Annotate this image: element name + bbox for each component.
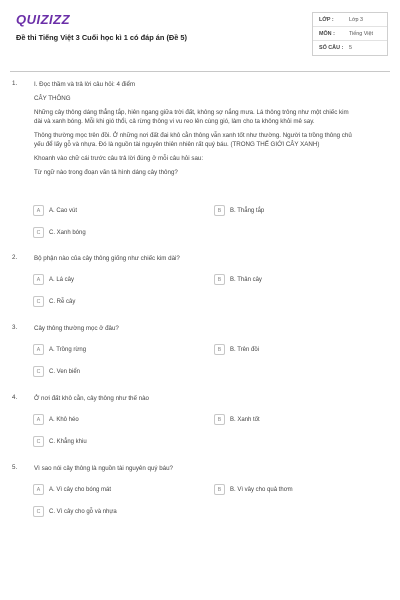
question-number: 3. — [12, 324, 18, 331]
question-5 — [12, 464, 388, 473]
meta-row-class — [313, 13, 387, 27]
passage-heading: CÂY THÔNG — [34, 95, 71, 102]
option-label: C. Vì cây cho gỗ và nhựa — [49, 508, 117, 515]
question-number: 2. — [12, 254, 18, 261]
meta-key: MÔN : — [319, 30, 335, 37]
option-b[interactable] — [214, 273, 262, 286]
question-text: Vì sao nói cây thông là nguồn tài nguyên quý báu? — [34, 465, 173, 472]
option-label: B. Trên đồi — [230, 346, 260, 353]
meta-value: 5 — [349, 45, 352, 51]
option-a[interactable] — [33, 204, 77, 217]
option-b[interactable] — [214, 204, 264, 217]
passage-line: yếu để lấy gỗ và nhựa. Đó là nguồn tài nguyên thiên nhiên rất quý báu. (TRONG THẾ GIỚI CÂY XANH) — [34, 141, 320, 148]
option-label: B. Xanh tốt — [230, 416, 260, 423]
option-letter: B — [214, 484, 225, 495]
option-letter: A — [33, 414, 44, 425]
question-number: 4. — [12, 394, 18, 401]
option-letter: A — [33, 274, 44, 285]
header-divider — [10, 71, 390, 72]
meta-table — [312, 12, 388, 56]
meta-row-count — [313, 41, 387, 55]
option-letter: C — [33, 436, 44, 447]
passage-line: dài và xanh bóng. Mỗi khi gió thổi, cả rừng thông vi vu reo lên cùng gió, làm cho ta không khỏi mê say. — [34, 118, 315, 125]
option-c[interactable] — [33, 365, 80, 378]
option-label: B. Thân cây — [230, 276, 262, 283]
option-label: A. Vì cây cho bóng mát — [49, 486, 112, 493]
meta-value: Lớp 3 — [349, 16, 364, 23]
option-label: C. Khẳng khiu — [49, 438, 87, 445]
option-label: C. Rễ cây — [49, 298, 76, 305]
question-number: 5. — [12, 464, 18, 471]
question-1 — [12, 80, 388, 177]
option-label: B. Thẳng tắp — [230, 207, 265, 214]
option-letter: B — [214, 274, 225, 285]
question-text: Từ ngữ nào trong đoạn văn tả hình dáng cây thông? — [34, 169, 178, 176]
meta-key: SỐ CÂU : — [319, 45, 344, 51]
option-letter: C — [33, 296, 44, 307]
question-number: 1. — [12, 80, 18, 87]
option-label: A. Cao vút — [49, 207, 78, 214]
option-letter: A — [33, 484, 44, 495]
question-text: Ở nơi đất khô cằn, cây thông như thế nào — [34, 395, 149, 402]
meta-row-subject — [313, 27, 387, 41]
quizizz-logo: QUIZIZZ — [16, 12, 71, 27]
option-label: A. Khô héo — [49, 416, 79, 423]
option-b[interactable] — [214, 483, 293, 496]
option-letter: A — [33, 344, 44, 355]
task-text: Khoanh vào chữ cái trước câu trả lời đúng ở mỗi câu hỏi sau: — [34, 155, 204, 162]
option-letter: B — [214, 344, 225, 355]
option-letter: A — [33, 205, 44, 216]
passage-line: Thông thường mọc trên đồi. Ở những nơi đất đai khô cằn thông vẫn xanh tốt như thường. Người ta trồng thông chủ — [34, 132, 352, 139]
option-letter: B — [214, 205, 225, 216]
instruction: I. Đọc thầm và trả lời câu hỏi: 4 điểm — [34, 81, 136, 88]
option-letter: C — [33, 227, 44, 238]
option-letter: B — [214, 414, 225, 425]
question-body — [34, 80, 388, 177]
question-text: Bộ phận nào của cây thông giống như chiếc kim dài? — [34, 255, 180, 262]
option-c[interactable] — [33, 295, 75, 308]
option-letter: C — [33, 366, 44, 377]
option-a[interactable] — [33, 343, 86, 356]
option-a[interactable] — [33, 273, 74, 286]
question-text: Cây thông thường mọc ở đâu? — [34, 325, 119, 332]
option-a[interactable] — [33, 483, 111, 496]
option-b[interactable] — [214, 343, 259, 356]
option-c[interactable] — [33, 226, 86, 239]
option-b[interactable] — [214, 413, 260, 426]
option-label: B. Vì vây cho quả thơm — [230, 486, 293, 493]
option-label: A. Trồng rừng — [49, 346, 87, 353]
question-3 — [12, 324, 388, 333]
option-letter: C — [33, 506, 44, 517]
question-2 — [12, 254, 388, 263]
option-c[interactable] — [33, 505, 117, 518]
option-label: C. Ven biển — [49, 368, 81, 375]
passage-line: Những cây thông dáng thẳng tắp, hiên ngang giữa trời đất, không sợ nắng mưa. Lá thông trông như một chiếc kim — [34, 109, 349, 116]
page-title: Đề thi Tiếng Việt 3 Cuối học kì 1 có đáp án (Đề 5) — [16, 33, 187, 42]
meta-key: LỚP : — [319, 16, 334, 23]
option-label: A. Lá cây — [49, 276, 75, 283]
option-c[interactable] — [33, 435, 87, 448]
option-a[interactable] — [33, 413, 79, 426]
question-4 — [12, 394, 388, 403]
meta-value: Tiếng Việt — [349, 30, 373, 37]
option-label: C. Xanh bóng — [49, 229, 86, 236]
